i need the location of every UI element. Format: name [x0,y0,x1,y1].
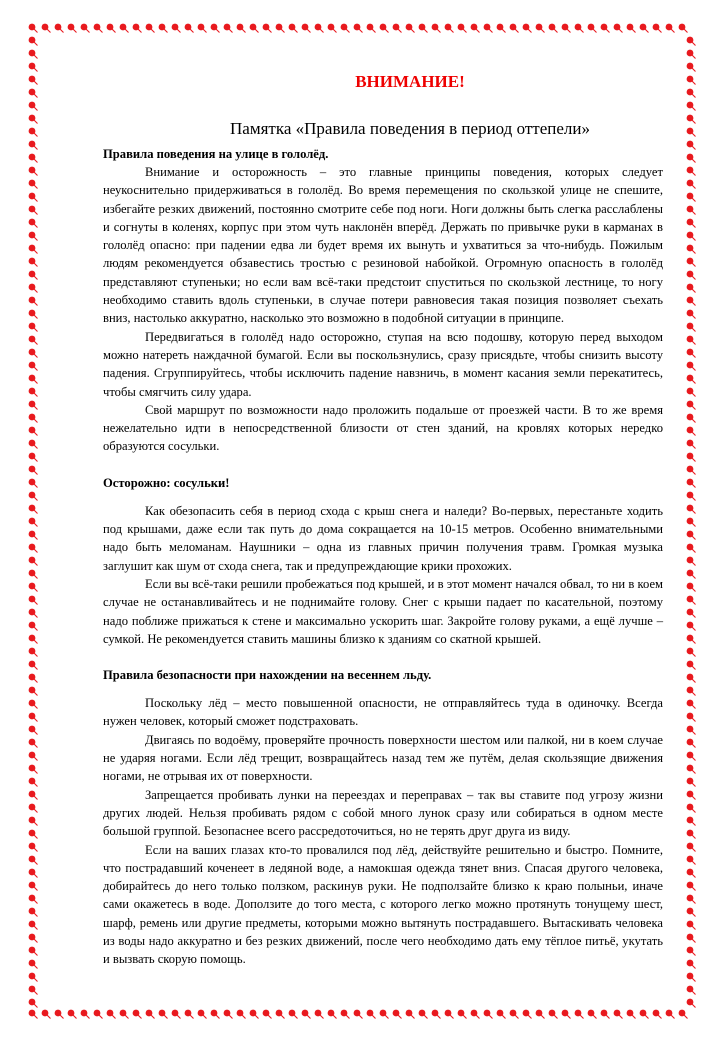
border-dot-icon [601,24,610,33]
border-dot-icon [29,24,38,33]
attention-heading: ВНИМАНИЕ! [355,72,465,91]
border-dot-icon [687,128,696,137]
border-dot-icon [687,973,696,982]
border-dot-icon [687,232,696,241]
border-dot-icon [687,206,696,215]
border-dot-icon [29,388,38,397]
border-dot-icon [354,1010,363,1019]
border-dot-icon [536,1010,545,1019]
border-dot-icon [687,401,696,410]
border-dot-icon [29,76,38,85]
border-dot-icon [29,752,38,761]
border-dot-icon [29,947,38,956]
border-dot-icon [588,24,597,33]
border-dot-icon [29,934,38,943]
border-dot-icon [445,24,454,33]
border-dot-icon [29,102,38,111]
border-dot-icon [341,24,350,33]
border-dot-icon [302,24,311,33]
border-dot-icon [29,258,38,267]
border-dot-icon [380,1010,389,1019]
border-dot-icon [687,817,696,826]
border-dot-icon [107,24,116,33]
border-dot-icon [94,24,103,33]
border-dot-icon [687,843,696,852]
paragraph: Если вы всё-таки решили пробежаться под крышей, и в этот момент начался обвал, то ни в коем случае не останавливайтесь и не поднимайте голову. Снег с крыши падает по касательной, поэтому надо поближе прижаться к стене и максимально ускорить шаг. Закройте голову руками, а ещё лучше – сумкой. Не рекомендуется ставить машины близко к зданиям со скатной крышей. [103,576,663,646]
border-dot-icon [237,24,246,33]
border-dot-icon [687,999,696,1008]
border-dot-icon [687,219,696,228]
border-dot-icon [29,1010,38,1019]
border-dot-icon [687,414,696,423]
border-dot-icon [29,531,38,540]
border-dot-icon [29,596,38,605]
border-dot-icon [250,24,259,33]
border-dot-icon [29,453,38,462]
border-dot-icon [289,1010,298,1019]
border-dot-icon [687,895,696,904]
border-dot-icon [29,271,38,280]
border-dot-icon [29,245,38,254]
border-dot-icon [29,778,38,787]
border-dot-icon [29,999,38,1008]
border-dot-icon [687,258,696,267]
border-dot-icon [687,167,696,176]
border-dot-icon [687,427,696,436]
border-dot-icon [687,635,696,644]
border-dot-icon [211,24,220,33]
border-dot-icon [687,518,696,527]
border-dot-icon [687,856,696,865]
paragraph: Двигаясь по водоёму, проверяйте прочность поверхности шестом или палкой, ни в коем случае не ударяя ногами. Если лёд трещит, возвращайтесь назад тем же путём, делая скользящие движения ногами, не отрывая их от поверхности. [103,732,663,784]
border-dot-icon [687,141,696,150]
border-dot-icon [68,24,77,33]
border-dot-icon [614,1010,623,1019]
border-dot-icon [687,362,696,371]
border-dot-icon [146,24,155,33]
border-dot-icon [406,24,415,33]
section-heading: Правила безопасности при нахождении на весеннем льду. [103,668,432,683]
border-dot-icon [29,674,38,683]
border-dot-icon [458,24,467,33]
border-dot-icon [29,89,38,98]
border-dot-icon [687,765,696,774]
border-dot-icon [29,765,38,774]
border-dot-icon [510,24,519,33]
border-dot-icon [29,479,38,488]
border-dot-icon [687,921,696,930]
border-dot-icon [29,726,38,735]
border-dot-icon [29,895,38,904]
border-dot-icon [29,466,38,475]
border-dot-icon [575,1010,584,1019]
border-dot-icon [687,661,696,670]
border-dot-icon [29,323,38,332]
border-dot-icon [575,24,584,33]
border-dot-icon [687,440,696,449]
border-dot-icon [687,609,696,618]
border-dot-icon [687,50,696,59]
border-dot-icon [687,154,696,163]
border-dot-icon [471,24,480,33]
border-dot-icon [687,960,696,969]
border-dot-icon [237,1010,246,1019]
border-dot-icon [484,24,493,33]
border-dot-icon [614,24,623,33]
border-dot-icon [276,24,285,33]
border-dot-icon [263,1010,272,1019]
border-dot-icon [29,232,38,241]
section-spring-ice [103,666,663,968]
border-dot-icon [497,1010,506,1019]
border-dot-icon [687,310,696,319]
border-dot-icon [29,843,38,852]
border-dot-icon [94,1010,103,1019]
border-dot-icon [29,921,38,930]
border-dot-icon [687,739,696,748]
border-dot-icon [687,687,696,696]
border-dot-icon [29,349,38,358]
border-dot-icon [29,362,38,371]
border-dot-icon [666,24,675,33]
border-dot-icon [687,89,696,98]
border-dot-icon [107,1010,116,1019]
border-dot-icon [687,778,696,787]
border-dot-icon [276,1010,285,1019]
border-dot-icon [224,1010,233,1019]
border-dot-icon [549,1010,558,1019]
border-dot-icon [687,492,696,501]
border-dot-icon [211,1010,220,1019]
border-dot-icon [687,479,696,488]
border-dot-icon [432,24,441,33]
border-dot-icon [687,674,696,683]
border-dot-icon [29,973,38,982]
border-dot-icon [29,180,38,189]
border-dot-icon [354,24,363,33]
border-dot-icon [687,752,696,761]
border-dot-icon [29,544,38,553]
border-dot-icon [687,388,696,397]
border-dot-icon [29,986,38,995]
border-dot-icon [497,24,506,33]
border-dot-icon [29,115,38,124]
border-dot-icon [29,661,38,670]
border-dot-icon [55,1010,64,1019]
border-dot-icon [315,1010,324,1019]
border-dot-icon [55,24,64,33]
border-dot-icon [687,583,696,592]
border-dot-icon [367,1010,376,1019]
border-dot-icon [29,869,38,878]
border-dot-icon [445,1010,454,1019]
border-dot-icon [687,271,696,280]
border-dot-icon [679,24,688,33]
border-dot-icon [120,1010,129,1019]
border-dot-icon [224,24,233,33]
border-dot-icon [687,947,696,956]
border-dot-icon [687,63,696,72]
border-dot-icon [29,518,38,527]
border-dot-icon [687,336,696,345]
border-dot-icon [653,1010,662,1019]
border-dot-icon [29,440,38,449]
border-dot-icon [687,908,696,917]
border-dot-icon [687,284,696,293]
border-dot-icon [687,453,696,462]
border-dot-icon [510,1010,519,1019]
border-dot-icon [29,219,38,228]
border-dot-icon [29,206,38,215]
border-dot-icon [687,531,696,540]
border-dot-icon [29,141,38,150]
border-dot-icon [29,739,38,748]
border-dot-icon [687,648,696,657]
border-dot-icon [687,622,696,631]
paragraph: Свой маршрут по возможности надо проложить подальше от проезжей части. В то же время нежелательно идти в непосредственной близости от стен зданий, на кровлях которых нередко образуются сосульки. [103,402,663,454]
page-title: Памятка «Правила поведения в период оттепели» [230,119,590,138]
border-dot-icon [687,934,696,943]
border-dot-icon [562,1010,571,1019]
border-dot-icon [198,1010,207,1019]
border-dot-icon [159,24,168,33]
border-dot-icon [42,24,51,33]
border-dot-icon [687,466,696,475]
border-dot-icon [406,1010,415,1019]
border-dot-icon [458,1010,467,1019]
border-dot-icon [687,102,696,111]
border-dot-icon [419,24,428,33]
border-dot-icon [687,115,696,124]
border-dot-icon [198,24,207,33]
border-dot-icon [29,414,38,423]
border-dot-icon [666,1010,675,1019]
border-dot-icon [29,505,38,514]
border-dot-icon [29,583,38,592]
border-dot-icon [627,1010,636,1019]
border-dot-icon [393,1010,402,1019]
border-dot-icon [29,856,38,865]
border-dot-icon [29,50,38,59]
section-heading: Правила поведения на улице в гололёд. [103,147,329,161]
border-dot-icon [687,180,696,189]
paragraph: Если на ваших глазах кто-то провалился под лёд, действуйте решительно и быстро. Помните, что пострадавший коченеет в ледяной воде, а намокшая одежда тянет вниз. Спасая другого человека, добирайтесь до него только ползком, раскинув руки. Не подползайте близко к краю полыньи, иначе сами окажетесь в воде. Доползите до того места, с которого легко можно протянуть тонущему шест, шарф, ремень или другие предметы, которыми можно вытянуть пострадавшего. Вытаскивать человека из воды надо аккуратно и без резких движений, после чего необходимо дать ему тёплое питьё, укутать и вызвать скорую помощь. [103,842,663,967]
border-dot-icon [29,310,38,319]
border-dot-icon [687,193,696,202]
border-dot-icon [29,193,38,202]
border-dot-icon [687,505,696,514]
paragraph: Поскольку лёд – место повышенной опасности, не отправляйтесь туда в одиночку. Всегда нужен человек, который сможет подстраховать. [103,696,663,729]
border-dot-icon [146,1010,155,1019]
border-dot-icon [29,167,38,176]
border-dot-icon [687,700,696,709]
border-dot-icon [29,375,38,384]
border-dot-icon [29,284,38,293]
border-dot-icon [29,128,38,137]
border-dot-icon [687,804,696,813]
border-dot-icon [120,24,129,33]
border-dot-icon [328,24,337,33]
border-dot-icon [29,817,38,826]
border-dot-icon [687,297,696,306]
border-dot-icon [687,245,696,254]
border-dot-icon [81,1010,90,1019]
section-ice-rules [103,145,663,456]
paragraph: Передвигаться в гололёд надо осторожно, ступая на всю подошву, которую перед выходом можно натереть наждачной бумагой. Если вы поскользнулись, сразу присядьте, чтобы снизить высоту падения. Сгруппируйтесь, чтобы исключить падение навзничь, в момент касания земли перекатитесь, чтобы смягчить силу удара. [103,329,663,399]
section-heading: Осторожно: сосульки! [103,475,230,490]
border-dot-icon [302,1010,311,1019]
border-dot-icon [29,804,38,813]
border-dot-icon [687,544,696,553]
border-dot-icon [562,24,571,33]
border-dot-icon [29,37,38,46]
border-dot-icon [687,570,696,579]
border-dot-icon [250,1010,259,1019]
border-dot-icon [523,24,532,33]
border-dot-icon [687,375,696,384]
border-dot-icon [29,427,38,436]
border-dot-icon [29,908,38,917]
border-dot-icon [289,24,298,33]
border-dot-icon [42,1010,51,1019]
border-dot-icon [29,713,38,722]
border-dot-icon [133,24,142,33]
border-dot-icon [29,609,38,618]
border-dot-icon [185,24,194,33]
border-dot-icon [687,557,696,566]
border-dot-icon [29,401,38,410]
border-dot-icon [29,700,38,709]
border-dot-icon [29,622,38,631]
border-dot-icon [679,1010,688,1019]
border-dot-icon [549,24,558,33]
border-dot-icon [29,570,38,579]
border-dot-icon [29,635,38,644]
border-dot-icon [640,1010,649,1019]
paragraph: Как обезопасить себя в период схода с крыш снега и наледи? Во-первых, перестаньте ходить под крышами, даже если так путь до дома сокращается на 10-15 метров. Особенно внимательными надо быть меломанам. Наушники – одна из главных причин получения травм. Громкая музыка заглушит как шум от схода снега, так и предупреждающие крики прохожих. [103,503,663,573]
border-dot-icon [29,830,38,839]
border-dot-icon [627,24,636,33]
border-dot-icon [29,687,38,696]
border-dot-icon [523,1010,532,1019]
border-dot-icon [29,557,38,566]
border-dot-icon [471,1010,480,1019]
border-dot-icon [687,596,696,605]
border-dot-icon [328,1010,337,1019]
border-dot-icon [29,154,38,163]
border-dot-icon [29,492,38,501]
border-dot-icon [341,1010,350,1019]
border-dot-icon [687,37,696,46]
border-dot-icon [687,830,696,839]
border-dot-icon [367,24,376,33]
document-body [103,60,663,969]
border-dot-icon [29,648,38,657]
border-dot-icon [81,24,90,33]
border-dot-icon [172,24,181,33]
border-dot-icon [172,1010,181,1019]
border-dot-icon [687,869,696,878]
border-dot-icon [687,349,696,358]
border-dot-icon [484,1010,493,1019]
border-dot-icon [29,297,38,306]
border-dot-icon [29,63,38,72]
border-dot-icon [687,882,696,891]
border-dot-icon [536,24,545,33]
border-dot-icon [653,24,662,33]
border-dot-icon [133,1010,142,1019]
border-dot-icon [687,76,696,85]
border-dot-icon [393,24,402,33]
border-dot-icon [640,24,649,33]
border-dot-icon [29,882,38,891]
border-dot-icon [687,726,696,735]
border-dot-icon [419,1010,428,1019]
border-dot-icon [687,986,696,995]
border-dot-icon [687,791,696,800]
border-dot-icon [159,1010,168,1019]
border-dot-icon [588,1010,597,1019]
section-icicles [103,474,663,648]
border-dot-icon [601,1010,610,1019]
border-dot-icon [263,24,272,33]
paragraph: Внимание и осторожность – это главные принципы поведения, которых следует неукоснительно придерживаться в гололёд. Во время перемещения по скользкой улице не спешите, избегайте резких движений, постоянно смотрите себе под ноги. Ноги должны быть слегка расслаблены и согнуты в коленях, корпус при этом чуть наклонён вперёд. Держать по привычке руки в карманах в гололёд опасно: при падении едва ли будет время их вынуть и ухватиться за что-нибудь. Пожилым людям рекомендуется обзавестись тростью с резиновой набойкой. Огромную опасность в гололёд представляют ступеньки; но если вам всё-таки предстоит спуститься по скользкой лестнице, то ногу необходимо ставить вдоль ступеньки, в случае потери равновесия такая позиция позволяет съехать вниз, настолько аккуратно, насколько это возможно в подобной ситуации в принципе. [103,165,663,326]
border-dot-icon [315,24,324,33]
border-dot-icon [185,1010,194,1019]
border-dot-icon [687,713,696,722]
border-dot-icon [432,1010,441,1019]
border-dot-icon [687,323,696,332]
border-dot-icon [29,336,38,345]
border-dot-icon [29,791,38,800]
border-dot-icon [29,960,38,969]
border-dot-icon [380,24,389,33]
paragraph: Запрещается пробивать лунки на переездах и переправах – так вы ставите под угрозу жизни других людей. Нельзя пробивать рядом с собой много лунок сразу или собираться в одном месте большой группой. Безопаснее всего рассредоточиться, но не терять друг друга из виду. [103,787,663,839]
border-dot-icon [68,1010,77,1019]
